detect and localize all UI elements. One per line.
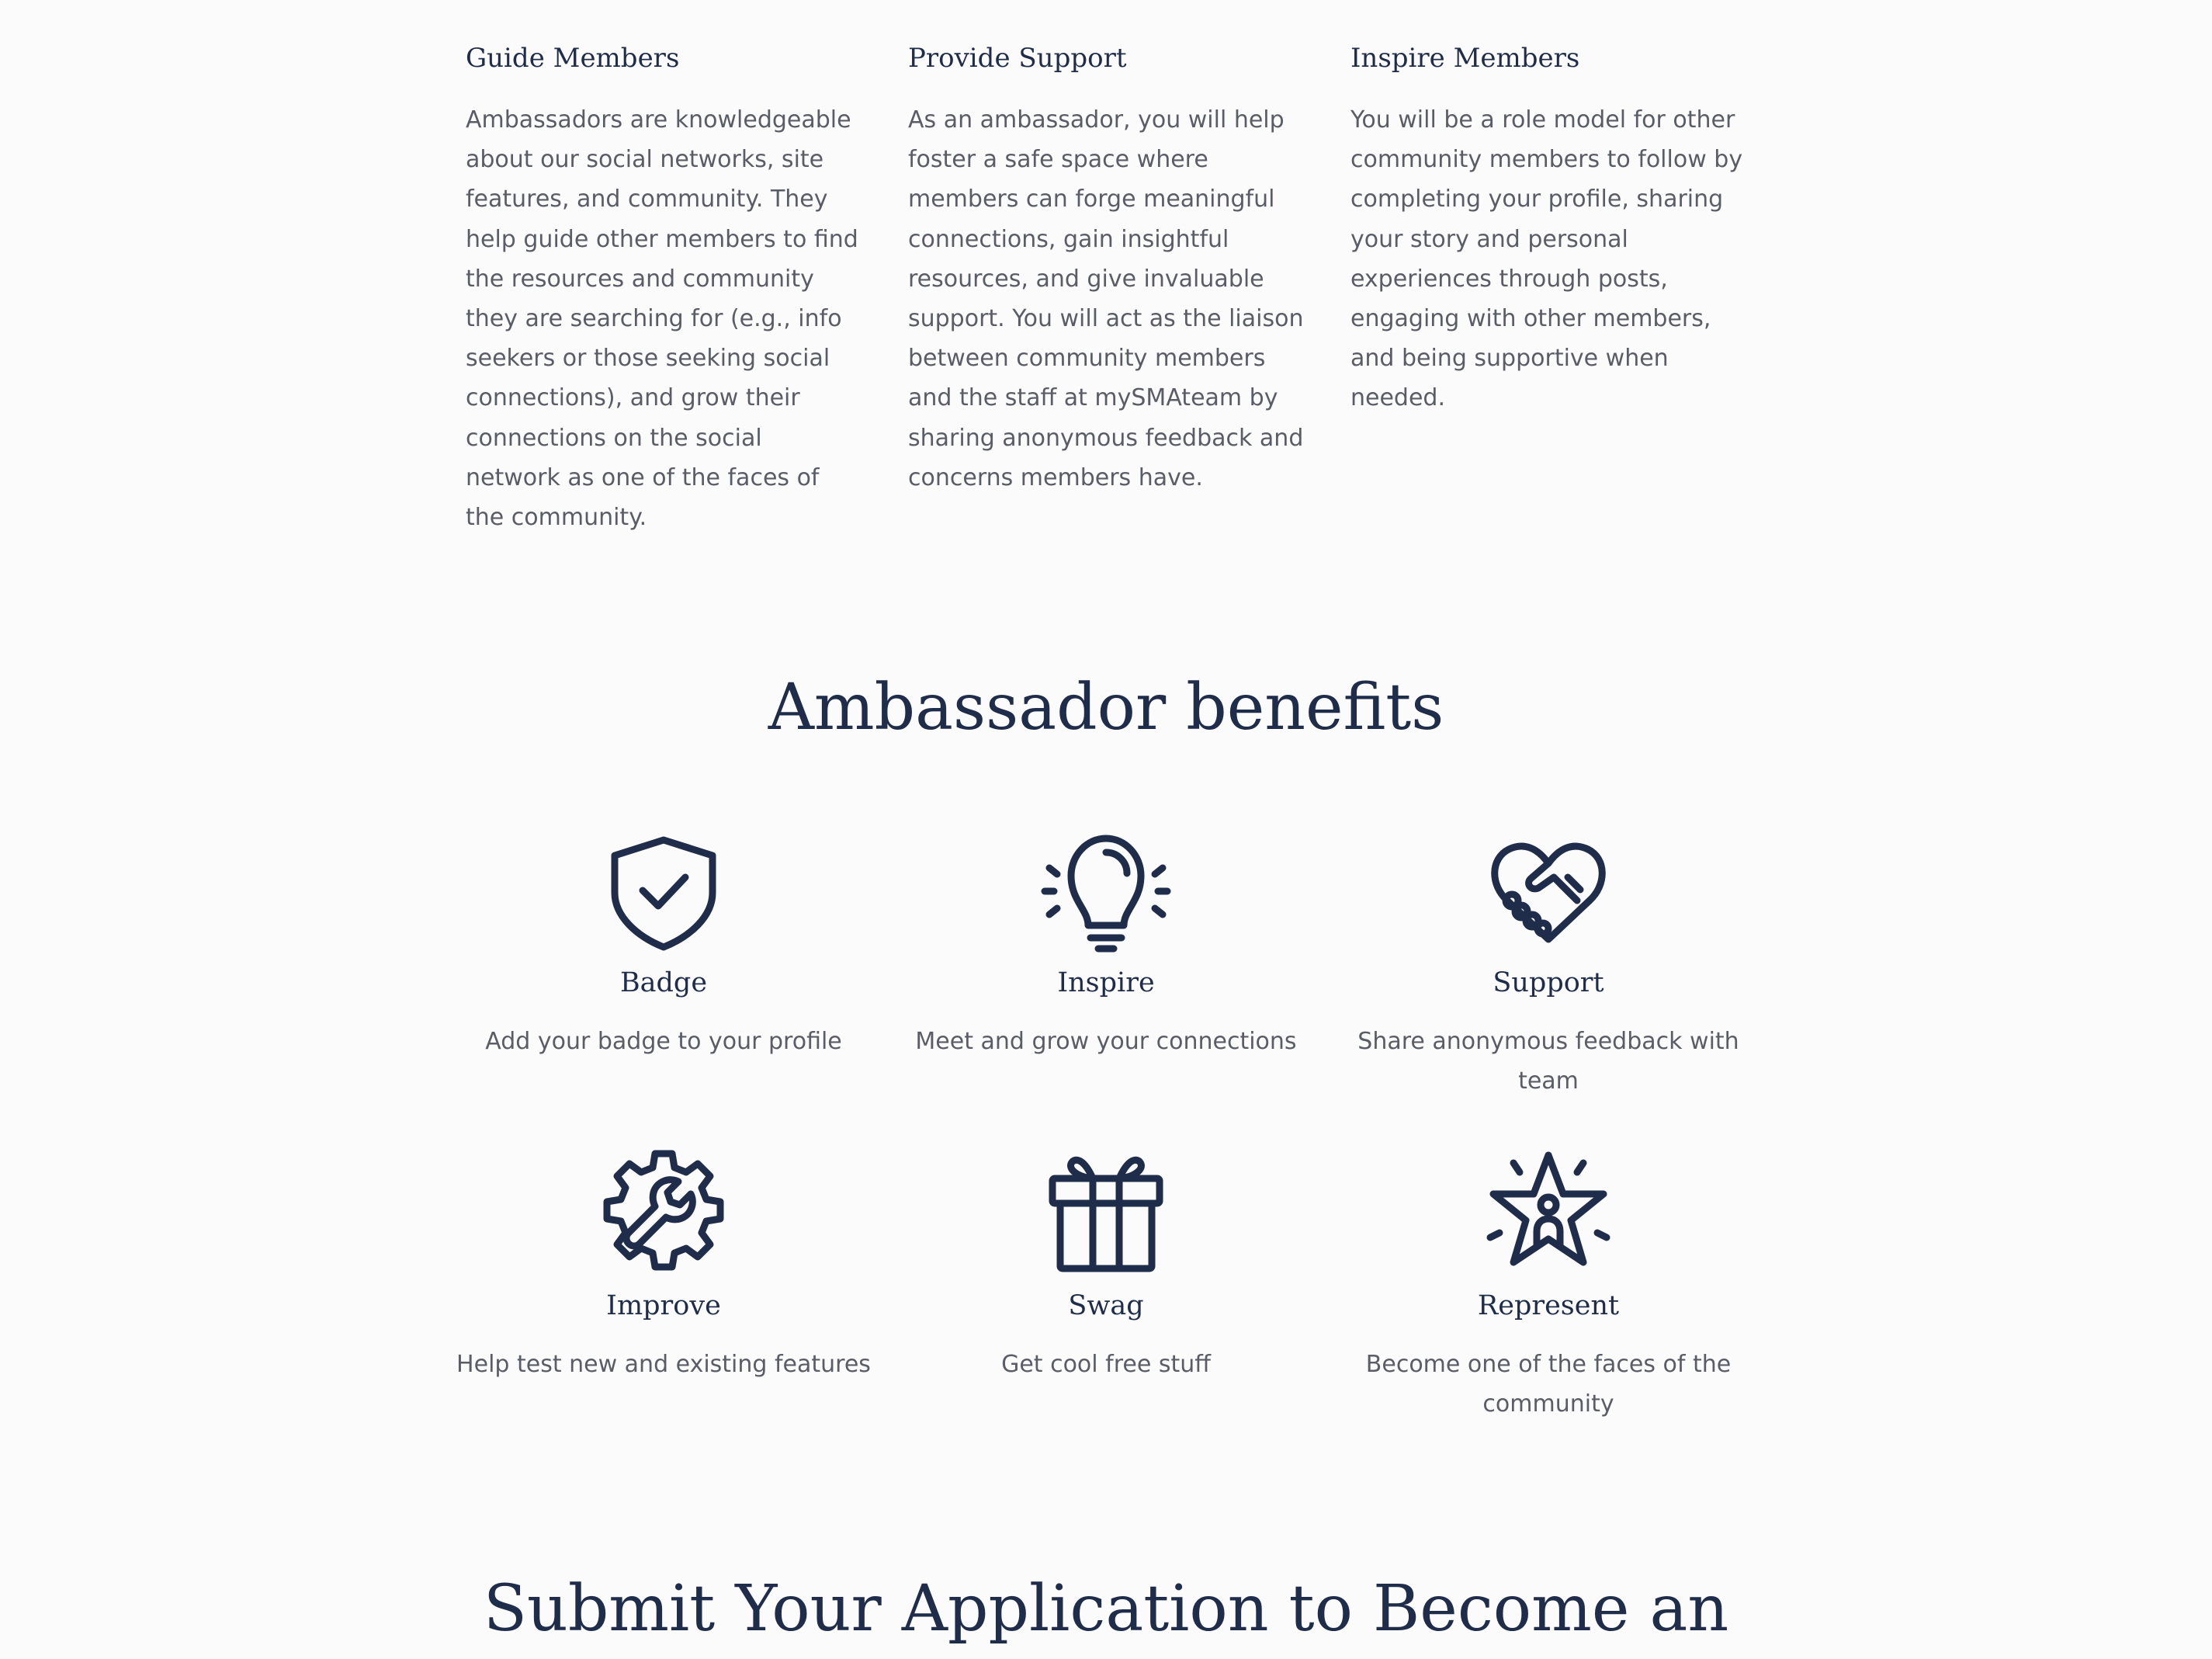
benefit-label: Represent [1477, 1290, 1620, 1321]
benefit-improve [446, 1146, 881, 1384]
benefit-description: Share anonymous feedback with team [1357, 1028, 1739, 1095]
lightbulb-icon [1040, 823, 1172, 955]
submit-application-heading: Submit Your Application to Become an [483, 1572, 1729, 1646]
role-description: You will be a role model for other community members to follow by completing your profile, sharing your story and personal experiences through posts, engaging with other members, and being supportive when needed. [1350, 106, 1743, 412]
gear-wrench-icon [598, 1146, 730, 1278]
benefit-label: Inspire [1057, 967, 1155, 998]
benefit-description: Help test new and existing features [456, 1351, 871, 1378]
benefit-label: Badge [619, 967, 708, 998]
benefit-label: Swag [1068, 1290, 1144, 1321]
role-title: Guide Members [466, 43, 680, 74]
benefit-represent [1331, 1146, 1766, 1424]
benefits-heading: Ambassador benefits [768, 671, 1444, 744]
star-person-icon [1482, 1146, 1614, 1278]
gift-icon [1040, 1146, 1172, 1278]
benefit-swag [889, 1146, 1323, 1384]
benefit-inspire [889, 823, 1323, 1061]
ambassador-roles [466, 42, 1777, 537]
role-provide-support [908, 42, 1304, 537]
shield-check-icon [598, 823, 730, 955]
role-description: Ambassadors are knowledgeable about our social networks, site features, and community. They help guide other members to find the resources and community they are searching for (e.g., info seekers or those seeking social connections), and grow their connections on the social network as one of the faces of the community. [466, 106, 858, 532]
benefit-badge [446, 823, 881, 1061]
handshake-heart-icon [1482, 823, 1614, 955]
benefit-label: Support [1493, 967, 1604, 998]
role-title: Provide Support [908, 43, 1127, 74]
role-inspire-members [1350, 42, 1746, 537]
benefit-support [1331, 823, 1766, 1101]
benefit-description: Add your badge to your profile [485, 1028, 842, 1055]
benefit-label: Improve [606, 1290, 721, 1321]
role-guide-members [466, 42, 862, 537]
benefit-description: Get cool free stuff [1001, 1351, 1211, 1378]
role-description: As an ambassador, you will help foster a safe space where members can forge meaningful connections, gain insightful resources, and give invaluable support. You will act as the liaison between community members and the staff at mySMAteam by sharing anonymous feedback and concerns members have. [908, 106, 1304, 491]
benefit-description: Meet and grow your connections [915, 1028, 1297, 1055]
benefit-description: Become one of the faces of the community [1365, 1351, 1732, 1418]
role-title: Inspire Members [1350, 43, 1580, 74]
